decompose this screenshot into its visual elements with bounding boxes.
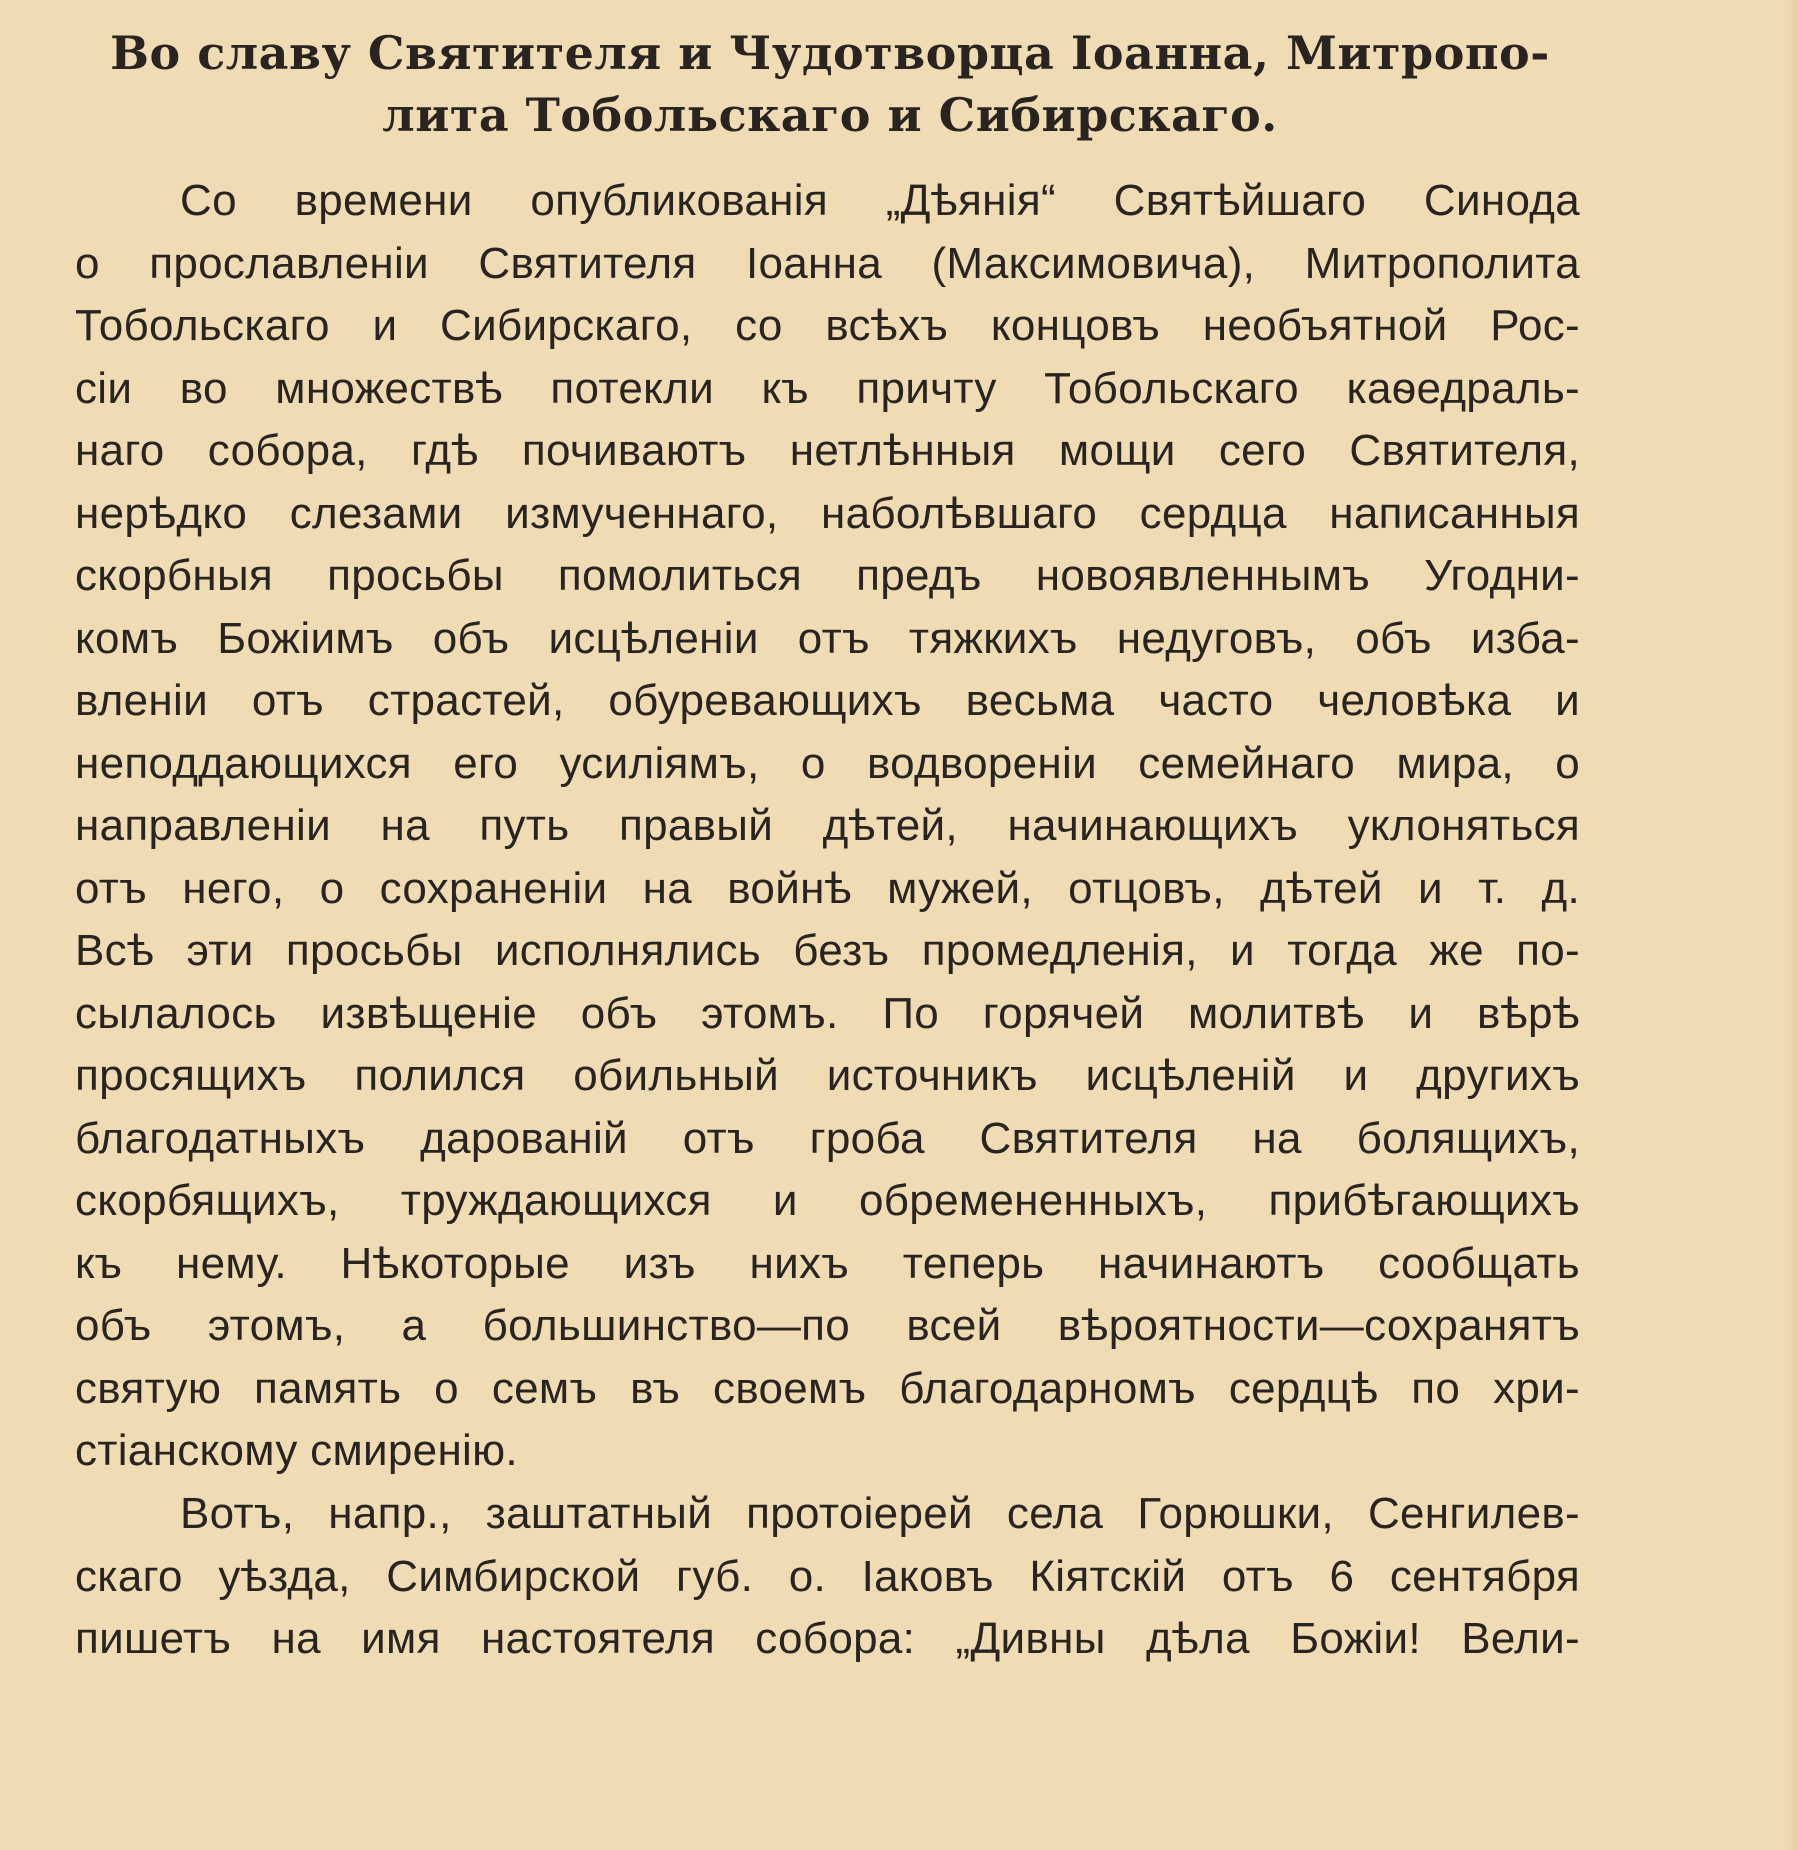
text-line: Со времени опубликованія „Дѣянія“ Святѣйшаго Синода: [180, 176, 1580, 225]
text-line: скорбныя просьбы помолиться предъ новоявленнымъ Угодни-: [75, 551, 1580, 600]
text-line: Тобольскаго и Сибирскаго, со всѣхъ концовъ необъятной Рос-: [75, 301, 1580, 350]
article-title: [70, 22, 1590, 146]
title-line-2: лита Тобольскаго и Сибирскаго.: [382, 88, 1278, 142]
text-line: Вотъ, напр., заштатный протоіерей села Горюшки, Сенгилев-: [180, 1489, 1580, 1538]
text-line: стіанскому смиренію.: [75, 1426, 518, 1475]
text-line: направленіи на путь правый дѣтей, начинающихъ уклоняться: [75, 801, 1580, 850]
text-line: къ нему. Нѣкоторые изъ нихъ теперь начинаютъ сообщать: [75, 1238, 1580, 1288]
text-line: сылалось извѣщеніе объ этомъ. По горячей молитвѣ и вѣрѣ: [75, 988, 1580, 1038]
text-line: неподдающихся его усиліямъ, о водвореніи семейнаго мира, о: [75, 738, 1580, 788]
text-line: скорбящихъ, труждающихся и обремененныхъ, прибѣгающихъ: [75, 1176, 1580, 1225]
text-line: комъ Божіимъ объ исцѣленіи отъ тяжкихъ недуговъ, объ изба-: [75, 613, 1580, 663]
text-line: благодатныхъ дарованій отъ гроба Святителя на болящихъ,: [75, 1113, 1580, 1163]
text-line: Всѣ эти просьбы исполнялись безъ промедленія, и тогда же по-: [75, 926, 1580, 975]
title-line-1: Во славу Святителя и Чудотворца Іоанна, Митропо-: [110, 26, 1550, 80]
paragraph-1: [75, 170, 1580, 1483]
text-line: объ этомъ, а большинство—по всей вѣроятности—сохранятъ: [75, 1301, 1580, 1350]
text-line: пишетъ на имя настоятеля собора: „Дивны дѣла Божіи! Вели-: [75, 1614, 1580, 1663]
paragraph-2: [75, 1483, 1580, 1671]
text-line: скаго уѣзда, Симбирской губ. о. Іаковъ Кіятскій отъ 6 сентября: [75, 1551, 1580, 1601]
text-line: святую память о семъ въ своемъ благодарномъ сердцѣ по хри-: [75, 1363, 1580, 1413]
text-line: просящихъ полился обильный источникъ исцѣленій и другихъ: [75, 1051, 1580, 1100]
text-line: вленіи отъ страстей, обуревающихъ весьма часто человѣка и: [75, 676, 1580, 725]
text-line: о прославленіи Святителя Іоанна (Максимовича), Митрополита: [75, 238, 1580, 288]
text-line: отъ него, о сохраненіи на войнѣ мужей, отцовъ, дѣтей и т. д.: [75, 863, 1580, 913]
page-edge-shadow: [1783, 0, 1797, 1850]
text-line: нерѣдко слезами измученнаго, наболѣвшаго сердца написанныя: [75, 488, 1580, 538]
text-line: сіи во множествѣ потекли къ причту Тобольскаго каѳедраль-: [75, 363, 1580, 413]
text-line: наго собора, гдѣ почиваютъ нетлѣнныя мощи сего Святителя,: [75, 426, 1580, 475]
